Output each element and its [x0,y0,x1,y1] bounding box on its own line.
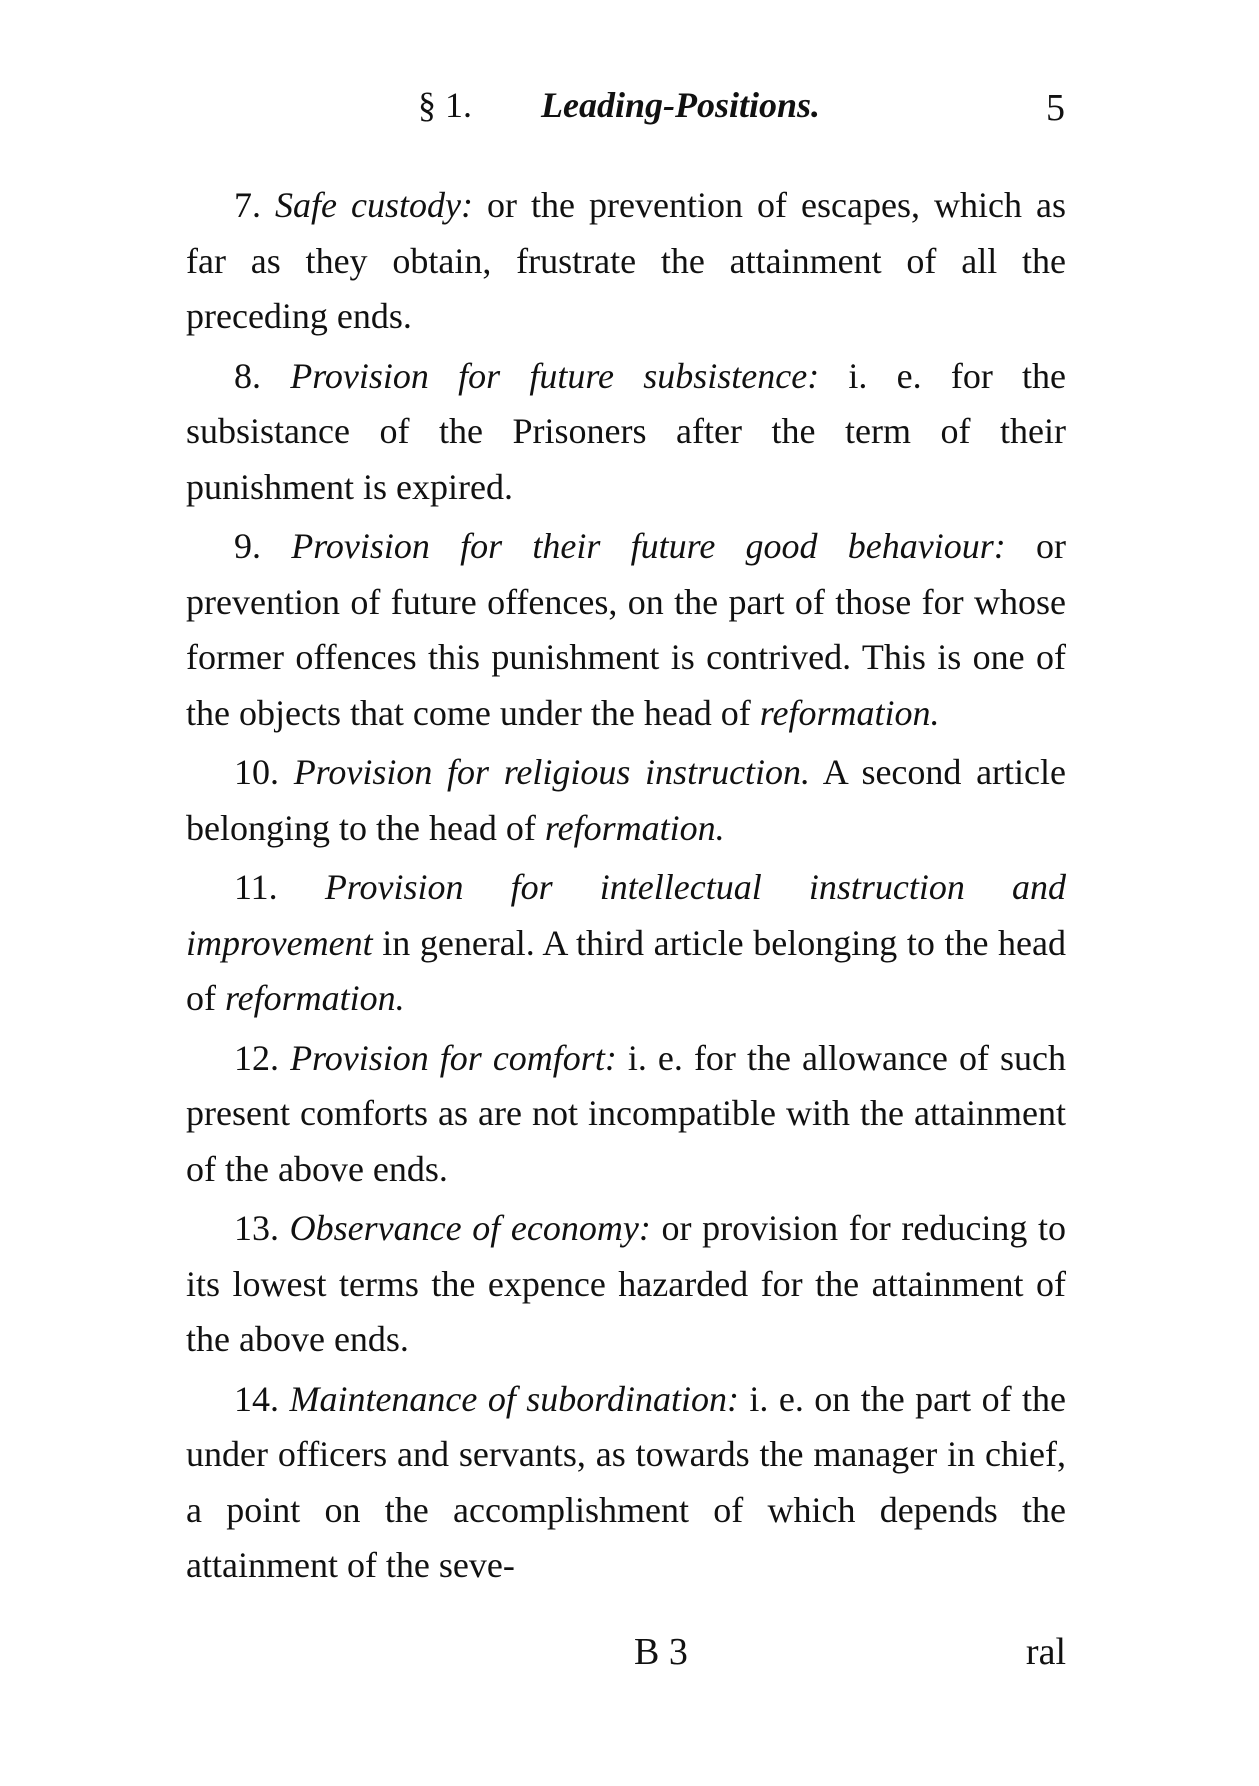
entry-12: 12. Provision for comfort: i. e. for the allowance of such present comforts as are not incompatible with the attainment of the above ends. [186,1037,1066,1189]
section-mark: § 1. [418,85,472,125]
signature-mark: B 3 [634,1631,688,1673]
page-number: 5 [1046,87,1065,129]
entry-8: 8. Provision for future subsistence: i. e. for the subsistance of the Prisoners after the term of their punishment is expired. [186,355,1067,507]
entry-13: 13. Observance of economy: or provision for reducing to its lowest terms the expence hazarded for the attainment of the above ends. [186,1208,1067,1359]
entry-14: 14. Maintenance of subordination: i. e. on the part of the under officers and servants, as towards the manager in chief, a point on the accomplishment of which depends the attainment of the seve- [186,1378,1067,1585]
entry-list [186,178,1066,1594]
running-header [186,72,1066,134]
entry-9: 9. Provision for their future good behaviour: or prevention of future offences, on the part of those for whose former offences this punishment is contrived. This is one of the objects that come under the head of reformation. [186,526,1066,733]
entry-10: 10. Provision for religious instruction. A second article belonging to the head of reformation. [186,752,1067,848]
entry-11: 11. Provision for intellectual instruction and improvement in general. A third article belonging to the head of reformation. [186,867,1066,1018]
entry-7: 7. Safe custody: or the prevention of escapes, which as far as they obtain, frustrate the attainment of all the preceding ends. [186,185,1067,336]
running-title: Leading-Positions. [541,85,821,125]
book-page [186,72,1066,1752]
catchword: ral [1025,1631,1066,1673]
